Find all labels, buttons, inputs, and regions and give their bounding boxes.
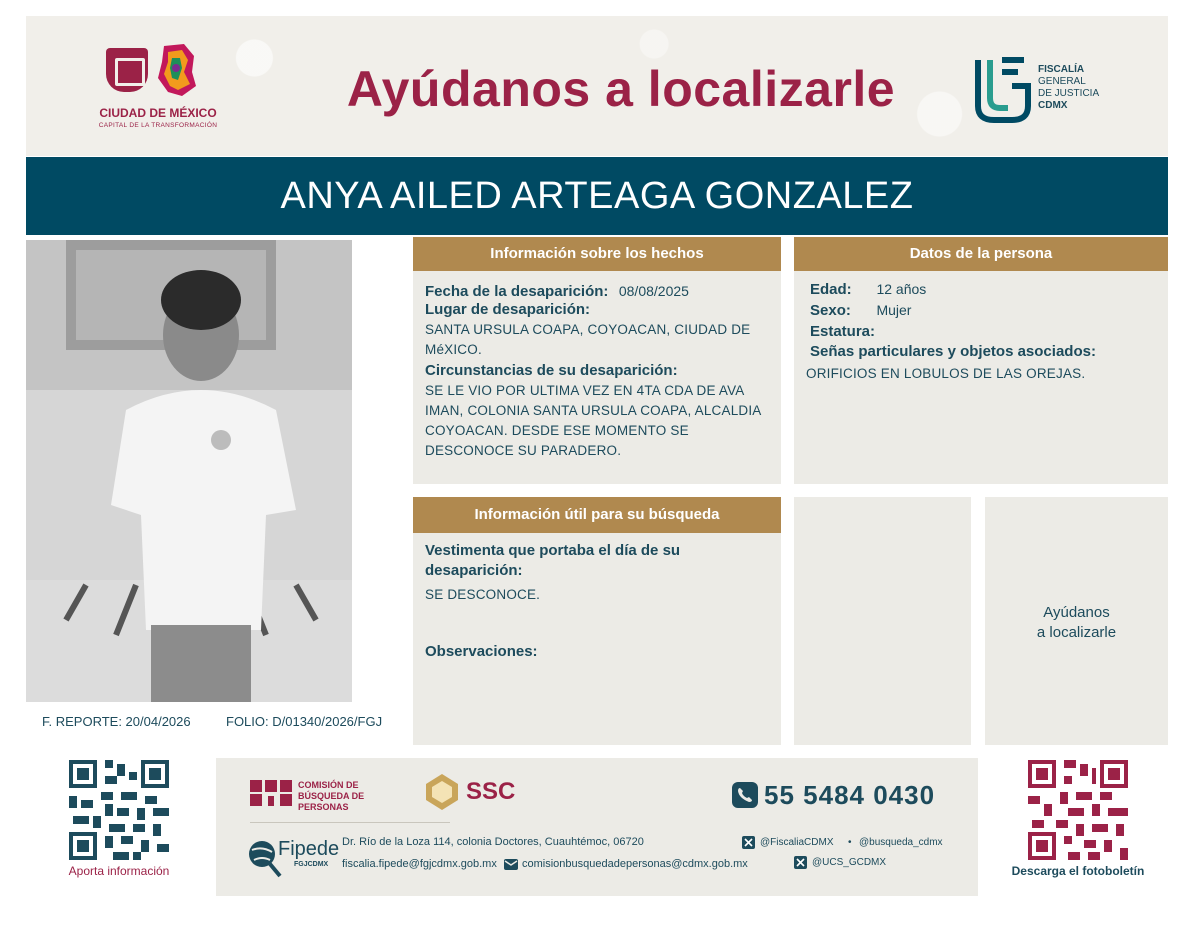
x-social-icon — [742, 836, 755, 849]
search-info-header: Información útil para su búsqueda — [413, 497, 781, 533]
footer-contact — [216, 758, 978, 896]
person-photo — [26, 240, 352, 702]
social-fiscalia[interactable]: @FiscaliaCDMX — [760, 837, 834, 848]
qr-code-right[interactable] — [1028, 760, 1128, 860]
header-banner — [26, 16, 1168, 156]
clothing-value: SE DESCONOCE. — [425, 587, 541, 602]
fgj-text — [1038, 64, 1099, 112]
fgj-line-1: FISCALÍA — [1038, 64, 1085, 75]
sex-label: Sexo: — [810, 302, 851, 319]
facts-header: Información sobre los hechos — [413, 237, 781, 271]
report-date: F. REPORTE: 20/04/2026 — [42, 714, 191, 729]
fgj-logo — [972, 54, 1152, 124]
x-social-icon-2 — [794, 856, 807, 869]
social-busqueda[interactable]: @busqueda_cdmx — [859, 837, 943, 848]
cdmx-logo — [88, 48, 228, 138]
fipede-globe-icon — [246, 838, 282, 878]
qr-right-caption: Descarga el fotoboletín — [1011, 864, 1145, 878]
fgj-line-3: DE JUSTICIA — [1038, 88, 1100, 99]
phone-icon — [732, 782, 758, 808]
search-info-panel — [413, 497, 781, 745]
disappearance-date-value: 08/08/2025 — [618, 283, 689, 299]
observations-label: Observaciones: — [425, 643, 538, 660]
person-photo-illustration — [26, 240, 352, 702]
circumstances-value: SE LE VIO POR ULTIMA VEZ EN 4TA CDA DE AVA IMAN, COLONIA SANTA URSULA COAPA, ALCALDIA COYOACAN. DESDE ESE MOMENTO SE DESCONOCE SU PARADERO. — [425, 383, 761, 458]
empty-box — [794, 497, 971, 745]
email-fipede[interactable]: fiscalia.fipede@fgjcdmx.gob.mx — [342, 858, 497, 870]
facts-panel — [413, 237, 781, 484]
cdmx-name: CIUDAD DE MÉXICO — [99, 106, 217, 120]
height-label: Estatura: — [810, 323, 876, 340]
clothing-label: Vestimenta que portaba el día de su desaparición: — [425, 542, 681, 579]
circumstances-label: Circunstancias de su desaparición: — [425, 362, 678, 379]
person-name: ANYA AILED ARTEAGA GONZALEZ — [26, 157, 1168, 235]
commission-name: COMISIÓN DE BÚSQUEDA DE PERSONAS — [298, 780, 365, 812]
side-box-line-1: Ayúdanos — [1043, 604, 1110, 621]
qr-left-caption: Aporta información — [68, 864, 170, 878]
cdmx-shield-icon — [106, 48, 148, 92]
page-title: Ayúdanos a localizarle — [346, 61, 896, 117]
marks-label: Señas particulares y objetos asociados: — [810, 343, 1096, 360]
cdmx-map-icon — [154, 42, 198, 98]
disappearance-date-label: Fecha de la desaparición: — [425, 283, 609, 300]
age-value: 12 años — [876, 281, 927, 297]
disappearance-place-value: SANTA URSULA COAPA, COYOACAN, CIUDAD DE MéXICO. — [425, 322, 751, 357]
address: Dr. Río de la Loza 114, colonia Doctores, Cuauhtémoc, 06720 — [342, 836, 644, 848]
mail-icon — [504, 859, 518, 870]
commission-logo-icon — [250, 780, 292, 806]
ssc-badge-icon — [424, 772, 460, 812]
cdmx-subtitle: CAPITAL DE LA TRANSFORMACIÓN — [98, 122, 218, 129]
social-ucs[interactable]: @UCS_GCDMX — [812, 857, 887, 868]
side-box — [985, 497, 1168, 745]
folio: FOLIO: D/01340/2026/FGJ — [226, 714, 383, 729]
sex-value: Mujer — [876, 302, 912, 318]
side-box-line-2: a localizarle — [1036, 624, 1117, 641]
email-commission[interactable]: comisionbusquedadepersonas@cdmx.gob.mx — [522, 858, 748, 870]
person-data-header: Datos de la persona — [794, 237, 1168, 271]
fgj-mark-icon — [972, 54, 1032, 124]
disappearance-place-label: Lugar de desaparición: — [425, 301, 591, 318]
marks-value: ORIFICIOS EN LOBULOS DE LAS OREJAS. — [806, 366, 1086, 381]
fgj-line-2: GENERAL — [1038, 76, 1086, 87]
fipede-sub: FGJCDMX — [294, 861, 329, 868]
fipede-name: Fipede — [278, 838, 340, 860]
fgj-line-4: CDMX — [1038, 100, 1068, 111]
social-separator: • — [848, 837, 852, 848]
footer-divider — [250, 822, 450, 823]
qr-code-left[interactable] — [69, 760, 169, 860]
age-label: Edad: — [810, 281, 852, 298]
person-data-panel — [794, 237, 1168, 484]
phone-number[interactable]: 55 5484 0430 — [764, 780, 936, 810]
ssc-name: SSC — [466, 778, 516, 805]
